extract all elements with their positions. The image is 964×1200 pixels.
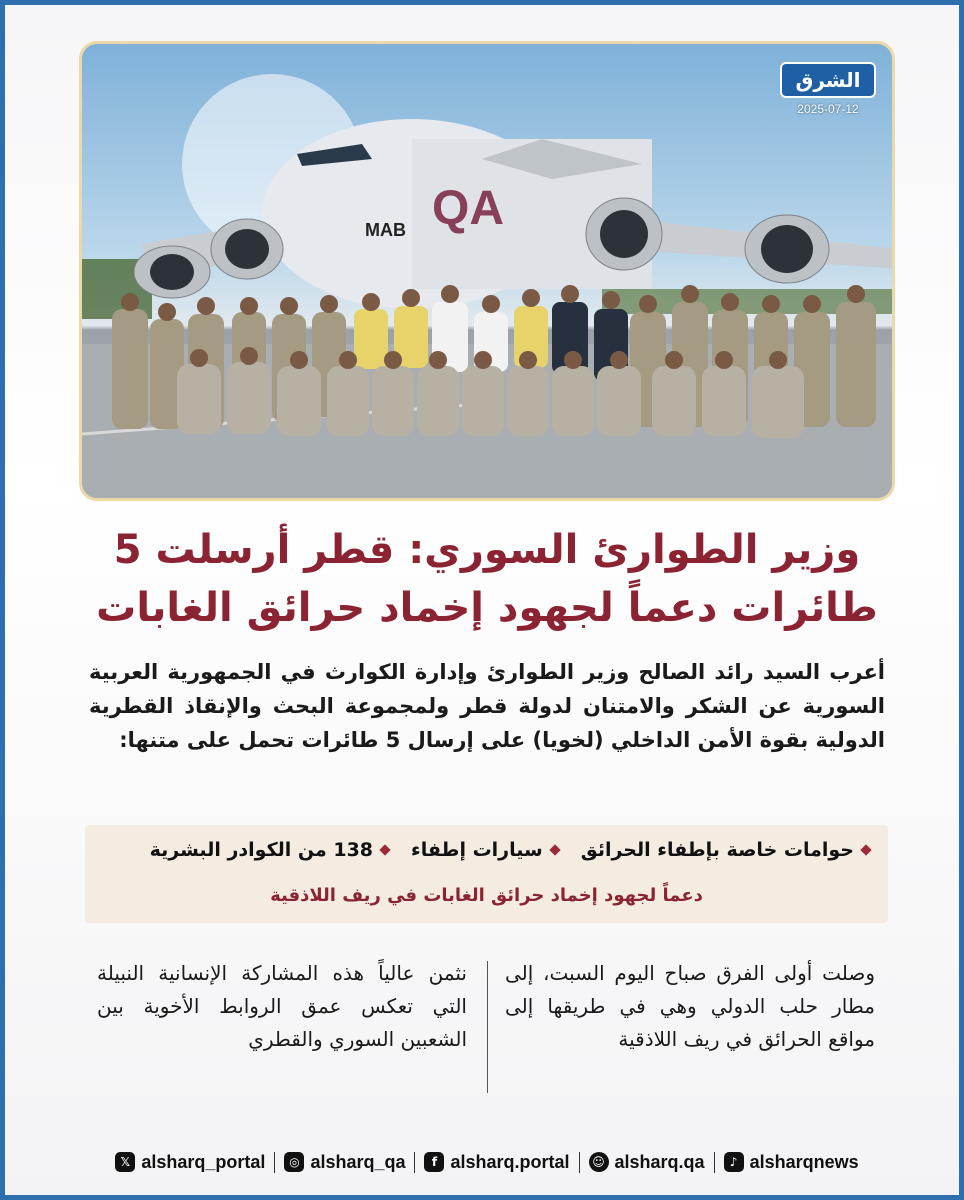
social-link-facebook[interactable] [414, 1152, 578, 1173]
facebook-icon: f [424, 1152, 444, 1172]
bullet-item [411, 839, 559, 861]
tiktok-icon: ♪ [724, 1152, 744, 1172]
diamond-bullet-icon [860, 844, 871, 855]
bullet-item [581, 839, 870, 861]
social-handle: alsharq.portal [450, 1151, 570, 1172]
social-link-x[interactable] [106, 1152, 274, 1173]
bullet-text: حوامات خاصة بإطفاء الحرائق [580, 839, 854, 861]
headline [65, 521, 909, 637]
highlight-box [85, 825, 888, 923]
social-footer [105, 1147, 869, 1177]
snapchat-icon: ☺ [589, 1152, 609, 1172]
aircraft-nose-code: MAB [365, 220, 406, 240]
x-icon: 𝕏 [115, 1152, 135, 1172]
social-link-snapchat[interactable] [579, 1152, 714, 1173]
headline-line-1: وزير الطوارئ السوري: قطر أرسلت 5 [113, 527, 861, 573]
diamond-bullet-icon [549, 844, 560, 855]
social-handle: alsharqnews [749, 1151, 859, 1172]
highlight-subline: دعماً لجهود إخماد حرائق الغابات في ريف اللاذقية [270, 885, 703, 906]
social-handle: alsharq_portal [141, 1151, 266, 1172]
photo-illustration [82, 44, 895, 501]
aircraft-team-photo [79, 41, 895, 501]
bullet-text: سيارات إطفاء [411, 839, 543, 861]
alsharq-logo [780, 62, 876, 116]
column-divider [487, 961, 488, 1093]
arrival-column: وصلت أولى الفرق صباح اليوم السبت، إلى مطار حلب الدولي وهي في طريقها إلى مواقع الحرائق في ريف اللاذقية [505, 961, 875, 1051]
social-link-instagram[interactable] [274, 1152, 414, 1173]
logo-text: الشرق [780, 62, 876, 98]
instagram-icon: ◎ [284, 1152, 304, 1172]
bullet-text: 138 من الكوادر البشرية [149, 839, 374, 861]
social-handle: alsharq_qa [310, 1151, 406, 1172]
post-date: 2025-07-12 [797, 102, 859, 116]
diamond-bullet-icon [379, 844, 390, 855]
intro-paragraph: أعرب السيد رائد الصالح وزير الطوارئ وإدارة الكوارث في الجمهورية العربية السورية عن الشكر والامتنان لدولة قطر ولمجموعة البحث والإنقاذ القطرية الدولية بقوة الأمن الداخلي (لخويا) على إرسال 5 طائرات تحمل على متنها: [89, 660, 885, 752]
highlight-bullets [103, 839, 870, 861]
headline-line-2: طائرات دعماً لجهود إخماد حرائق الغابات [96, 585, 878, 631]
social-handle: alsharq.qa [614, 1151, 705, 1172]
social-link-tiktok[interactable] [714, 1152, 868, 1173]
bullet-item [150, 839, 389, 861]
appreciation-column: نثمن عالياً هذه المشاركة الإنسانية النبيلة التي تعكس عمق الروابط الأخوية بين الشعبين السوري والقطري [97, 961, 467, 1051]
aircraft-tail-letters: QA [432, 182, 504, 235]
